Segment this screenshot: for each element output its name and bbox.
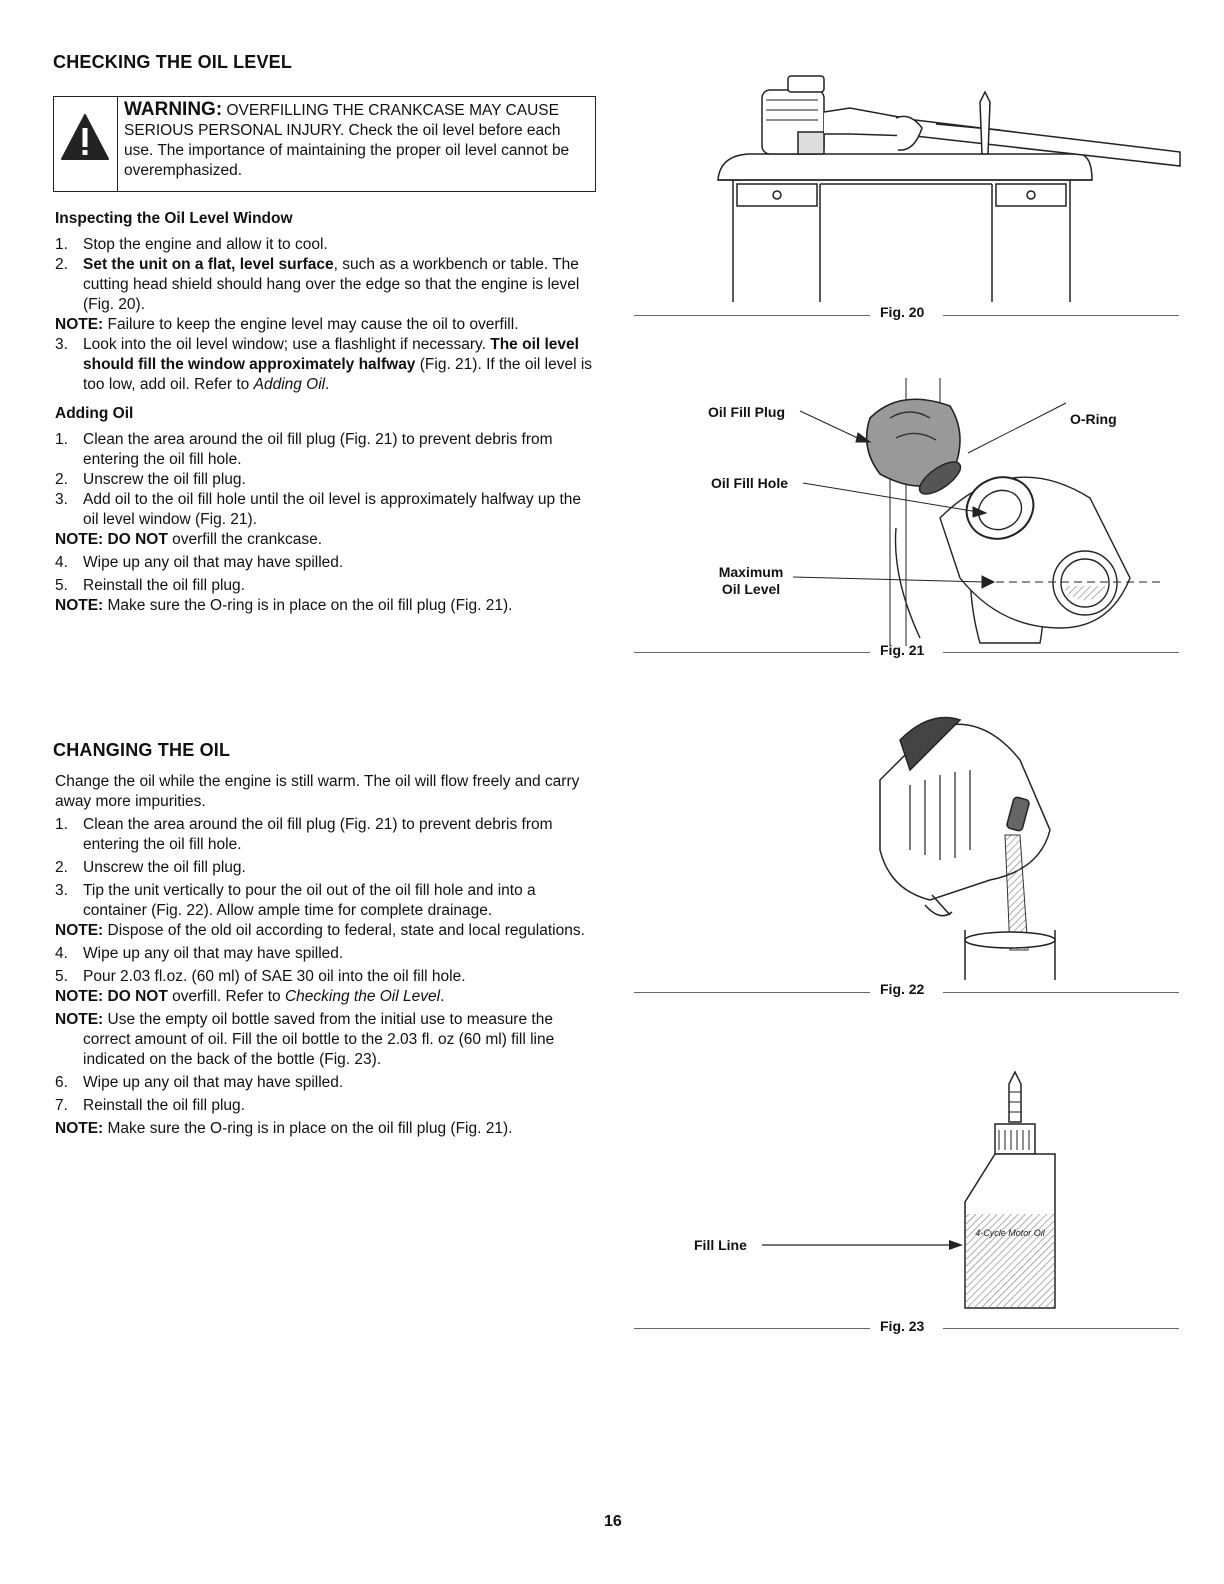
list-item: 1. Stop the engine and allow it to cool. [55, 236, 328, 253]
list-item: 3. Look into the oil level window; use a flashlight if necessary. The oil level should fill the window approximately halfway (Fig. 21). If the oil level is too low, add oil. Refer to Adding Oil. [55, 336, 593, 393]
list-item: 2. Set the unit on a flat, level surface, such as a workbench or table. The cutting head shield should hang over the edge so that the engine is level (Fig. 20). [55, 256, 580, 313]
list-item: 2. Unscrew the oil fill plug. [55, 471, 246, 488]
fig21-rule-right [943, 652, 1179, 653]
list-item: 1. Clean the area around the oil fill plug (Fig. 21) to prevent debris from entering the oil fill hole. [55, 816, 553, 853]
fig23-rule-left [634, 1328, 870, 1329]
warning-body: OVERFILLING THE CRANKCASE MAY CAUSE SERIOUS PERSONAL INJURY. Check the oil level before each use. The importance of maintaining the proper oil level cannot be overemphasized. [124, 102, 570, 179]
label-o-ring: O-Ring [1070, 411, 1117, 427]
note: NOTE: Dispose of the old oil according to federal, state and local regulations. [55, 922, 585, 939]
label-oil-fill-plug: Oil Fill Plug [708, 404, 785, 420]
fig20-caption: Fig. 20 [880, 304, 925, 320]
section-title-checking: CHECKING THE OIL LEVEL [53, 52, 293, 72]
list-item: 5. Reinstall the oil fill plug. [55, 577, 245, 594]
label-maximum-oil-level: Maximum Oil Level [718, 564, 784, 597]
fig22-rule-left [634, 992, 870, 993]
list-item: 7. Reinstall the oil fill plug. [55, 1097, 245, 1114]
list-item: 3. Add oil to the oil fill hole until the oil level is approximately halfway up the oil level window (Fig. 21). [55, 491, 581, 528]
page-number: 16 [604, 1513, 622, 1530]
label-fill-line: Fill Line [694, 1237, 747, 1253]
note: NOTE: Make sure the O-ring is in place on the oil fill plug (Fig. 21). [55, 1120, 513, 1137]
note: NOTE: Failure to keep the engine level may cause the oil to overfill. [55, 316, 519, 333]
list-item: 3. Tip the unit vertically to pour the oil out of the oil fill hole and into a container (Fig. 22). Allow ample time for complete drainage. [55, 882, 536, 919]
bottle-label-text: 4-Cycle Motor Oil [975, 1228, 1045, 1238]
inspecting-title: Inspecting the Oil Level Window [55, 210, 293, 227]
list-item: 5. Pour 2.03 fl.oz. (60 ml) of SAE 30 oil into the oil fill hole. [55, 968, 466, 985]
note: NOTE: DO NOT overfill. Refer to Checking the Oil Level. [55, 988, 445, 1005]
list-item: 6. Wipe up any oil that may have spilled. [55, 1074, 344, 1091]
fig23-bottle-illustration [955, 1072, 1065, 1312]
list-item: 1. Clean the area around the oil fill plug (Fig. 21) to prevent debris from entering the oil fill hole. [55, 431, 553, 468]
adding-oil-title: Adding Oil [55, 405, 134, 422]
changing-section [55, 772, 600, 1139]
fig21-rule-left [634, 652, 870, 653]
fig21-caption: Fig. 21 [880, 642, 925, 658]
section-title-changing: CHANGING THE OIL [53, 740, 231, 760]
fig23-rule-right [943, 1328, 1179, 1329]
label-oil-fill-hole: Oil Fill Hole [711, 475, 789, 491]
fig23-caption: Fig. 23 [880, 1318, 925, 1334]
note: NOTE: DO NOT overfill the crankcase. [55, 531, 323, 548]
list-item: 4. Wipe up any oil that may have spilled. [55, 945, 344, 962]
note: NOTE: Make sure the O-ring is in place on the oil fill plug (Fig. 21). [55, 597, 513, 614]
fig22-rule-right [943, 992, 1179, 993]
fig22-illustration [870, 700, 1070, 980]
list-item: 4. Wipe up any oil that may have spilled. [55, 554, 344, 571]
fig21-leader-lines [0, 0, 1224, 700]
list-item: 2. Unscrew the oil fill plug. [55, 859, 246, 876]
changing-intro: Change the oil while the engine is still warm. The oil will flow freely and carry away more impurities. [55, 773, 580, 810]
fig22-caption: Fig. 22 [880, 981, 925, 997]
fill-line-arrow [760, 1236, 970, 1256]
note: NOTE: Use the empty oil bottle saved from the initial use to measure the correct amount of oil. Fill the oil bottle to the 2.03 fl. oz (60 ml) fill line indicated on the back of the bottle (Fig. 23). [55, 1011, 555, 1068]
warning-label: WARNING: [124, 99, 223, 120]
